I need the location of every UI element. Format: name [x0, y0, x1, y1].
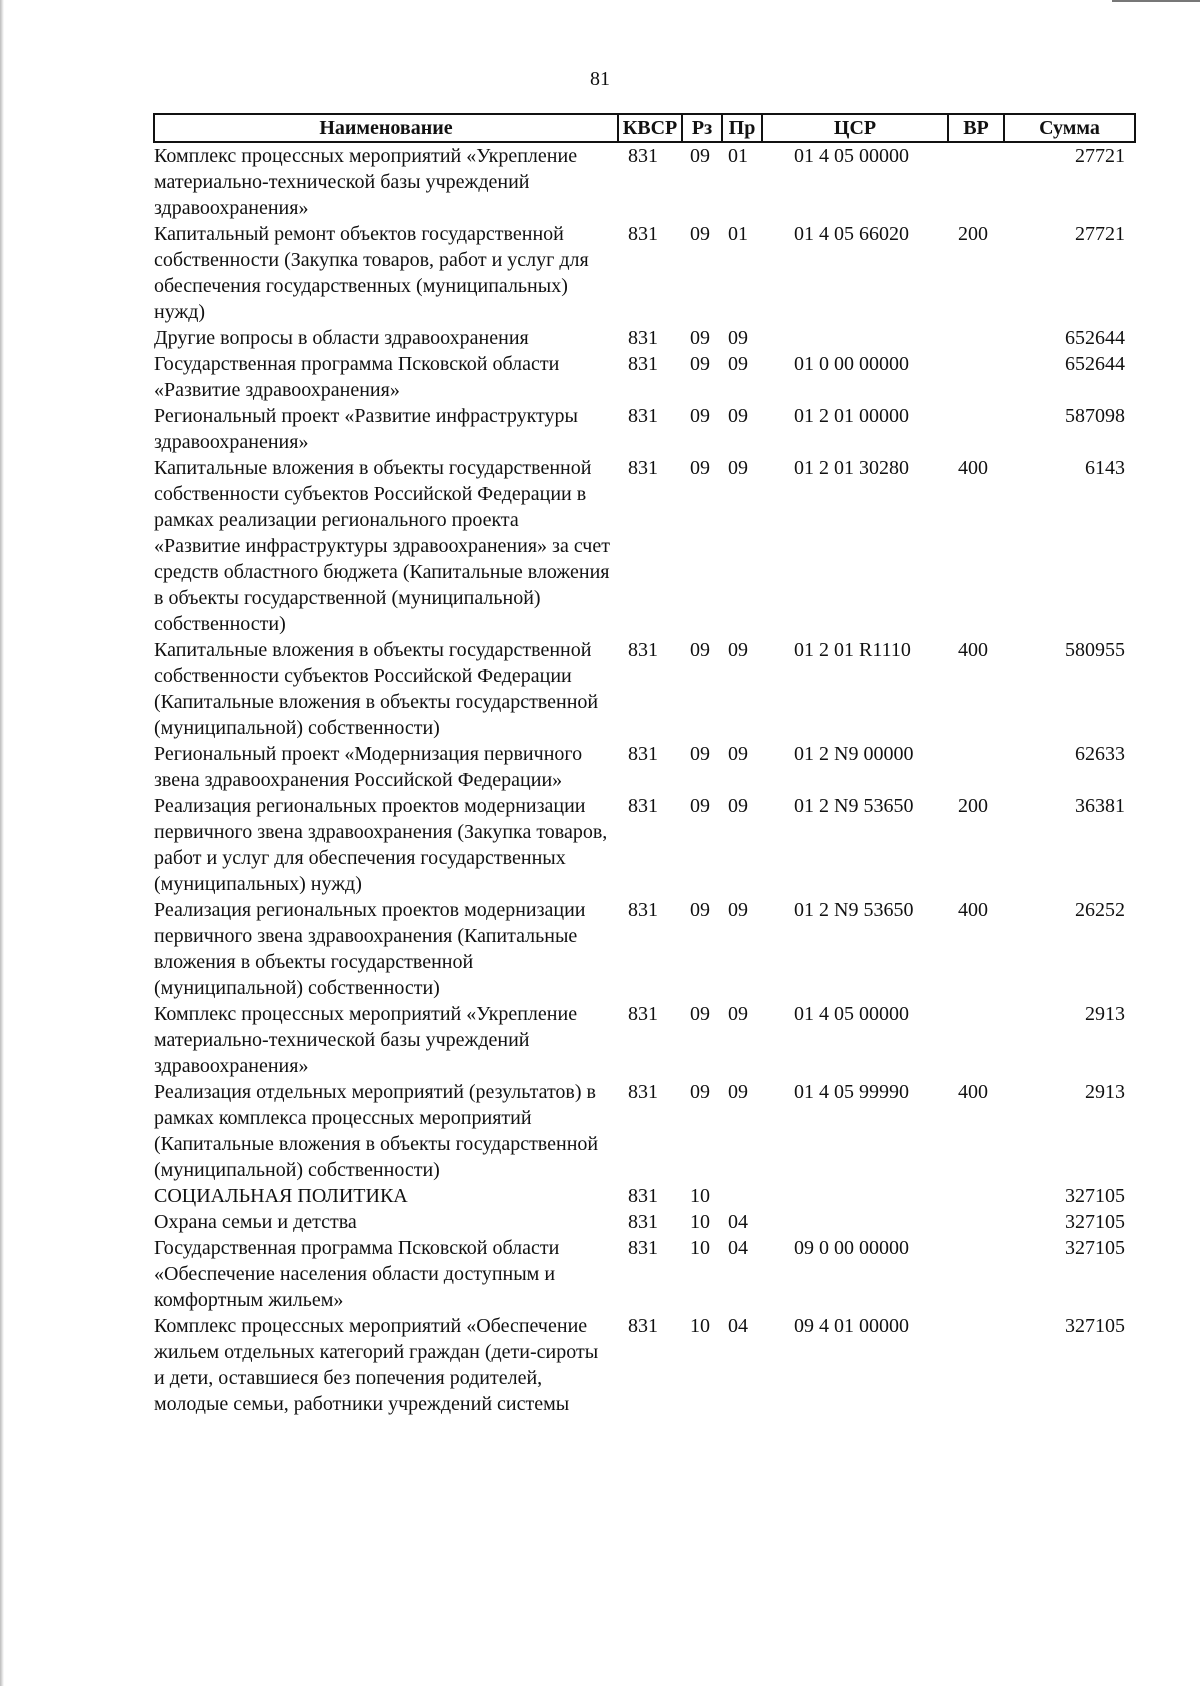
cell-vr	[948, 1183, 1004, 1209]
cell-name: Охрана семьи и детства	[154, 1211, 357, 1233]
cell-kvsr: 831	[628, 327, 658, 349]
cell-name: Реализация региональных проектов модернизации первичного звена здравоохранения (Закупка товаров, работ и услуг для обеспечения государственных (муниципальных) нужд)	[154, 795, 608, 895]
header-pr: Пр	[722, 114, 762, 142]
cell-pr: 01	[728, 145, 748, 167]
cell-vr	[948, 351, 1004, 403]
cell-sum: 26252	[1075, 899, 1125, 921]
cell-pr: 09	[728, 405, 748, 427]
cell-kvsr: 831	[628, 743, 658, 765]
header-row	[154, 114, 1135, 142]
budget-table	[153, 113, 1136, 1417]
cell-name: Капитальный ремонт объектов государственной собственности (Закупка товаров, работ и услуг для обеспечения государственных (муниципальных) нужд)	[154, 223, 589, 323]
cell-csr: 01 2 N9 00000	[794, 743, 914, 765]
cell-vr	[948, 403, 1004, 455]
header-csr: ЦСР	[762, 114, 948, 142]
cell-pr: 04	[728, 1237, 748, 1259]
table-row	[154, 142, 1135, 221]
table-row	[154, 1079, 1135, 1183]
cell-sum: 27721	[1075, 223, 1125, 245]
table-row	[154, 1001, 1135, 1079]
table-row	[154, 1183, 1135, 1209]
cell-vr: 200	[958, 795, 988, 817]
cell-vr	[948, 1313, 1004, 1417]
cell-vr	[948, 325, 1004, 351]
cell-rz: 09	[690, 405, 710, 427]
cell-rz: 09	[690, 1081, 710, 1103]
table-row	[154, 741, 1135, 793]
table-row	[154, 403, 1135, 455]
header-kvsr: КВСР	[618, 114, 682, 142]
cell-pr: 09	[728, 639, 748, 661]
cell-sum: 36381	[1075, 795, 1125, 817]
cell-name: Другие вопросы в области здравоохранения	[154, 327, 529, 349]
header-rz: Рз	[682, 114, 722, 142]
cell-csr: 09 4 01 00000	[794, 1315, 909, 1337]
cell-csr	[762, 1183, 948, 1209]
table-row	[154, 1235, 1135, 1313]
cell-pr	[722, 1183, 762, 1209]
cell-rz: 09	[690, 353, 710, 375]
cell-name: Реализация отдельных мероприятий (результатов) в рамках комплекса процессных мероприятий (Капитальные вложения в объекты государственной (муниципальной) собственности)	[154, 1081, 599, 1181]
cell-sum: 327105	[1065, 1211, 1125, 1233]
cell-csr: 01 2 N9 53650	[794, 795, 914, 817]
cell-rz: 09	[690, 1003, 710, 1025]
cell-sum: 2913	[1085, 1081, 1125, 1103]
cell-vr	[948, 741, 1004, 793]
cell-rz: 10	[690, 1211, 710, 1233]
cell-pr: 09	[728, 899, 748, 921]
cell-pr: 09	[728, 743, 748, 765]
table-row	[154, 455, 1135, 637]
cell-kvsr: 831	[628, 1315, 658, 1337]
cell-vr	[948, 1001, 1004, 1079]
cell-vr: 400	[958, 899, 988, 921]
cell-name: Государственная программа Псковской области «Обеспечение населения области доступным и комфортным жильем»	[154, 1237, 560, 1311]
cell-kvsr: 831	[628, 457, 658, 479]
cell-sum: 327105	[1065, 1315, 1125, 1337]
cell-kvsr: 831	[628, 899, 658, 921]
cell-vr: 400	[958, 1081, 988, 1103]
header-name: Наименование	[154, 114, 618, 142]
cell-sum: 580955	[1065, 639, 1125, 661]
cell-vr	[948, 1235, 1004, 1313]
table-row	[154, 325, 1135, 351]
cell-rz: 09	[690, 327, 710, 349]
cell-name: Комплекс процессных мероприятий «Обеспечение жильем отдельных категорий граждан (дети-сироты и дети, оставшиеся без попечения родителей, молодые семьи, работники учреждений системы	[154, 1315, 599, 1415]
cell-name: Комплекс процессных мероприятий «Укрепление материально-технической базы учреждений здравоохранения»	[154, 1003, 578, 1077]
cell-rz: 09	[690, 795, 710, 817]
cell-csr: 01 2 01 00000	[794, 405, 909, 427]
cell-csr	[762, 1209, 948, 1235]
cell-name: СОЦИАЛЬНАЯ ПОЛИТИКА	[154, 1185, 408, 1207]
cell-sum: 652644	[1065, 327, 1125, 349]
cell-pr: 04	[728, 1315, 748, 1337]
cell-csr: 01 0 00 00000	[794, 353, 909, 375]
cell-sum: 652644	[1065, 353, 1125, 375]
cell-rz: 09	[690, 639, 710, 661]
table-row	[154, 897, 1135, 1001]
cell-vr: 400	[958, 639, 988, 661]
cell-sum: 27721	[1075, 145, 1125, 167]
cell-kvsr: 831	[628, 1185, 658, 1207]
cell-sum: 2913	[1085, 1003, 1125, 1025]
table-row	[154, 221, 1135, 325]
cell-rz: 10	[690, 1185, 710, 1207]
cell-kvsr: 831	[628, 1003, 658, 1025]
cell-rz: 10	[690, 1315, 710, 1337]
cell-rz: 09	[690, 899, 710, 921]
header-sum: Сумма	[1004, 114, 1135, 142]
table-row	[154, 793, 1135, 897]
cell-sum: 62633	[1075, 743, 1125, 765]
table-body	[154, 142, 1135, 1417]
cell-sum: 587098	[1065, 405, 1125, 427]
cell-kvsr: 831	[628, 353, 658, 375]
cell-kvsr: 831	[628, 1237, 658, 1259]
cell-kvsr: 831	[628, 405, 658, 427]
table-row	[154, 351, 1135, 403]
cell-name: Капитальные вложения в объекты государственной собственности субъектов Российской Федерации (Капитальные вложения в объекты государственной (муниципальной) собственности)	[154, 639, 599, 739]
cell-csr: 01 2 01 R1110	[794, 639, 911, 661]
cell-kvsr: 831	[628, 145, 658, 167]
cell-csr: 01 4 05 99990	[794, 1081, 909, 1103]
cell-name: Реализация региональных проектов модернизации первичного звена здравоохранения (Капитальные вложения в объекты государственной (муниципальной) собственности)	[154, 899, 586, 999]
cell-vr	[948, 142, 1004, 221]
scan-left-edge	[0, 0, 4, 1686]
cell-csr: 01 4 05 66020	[794, 223, 909, 245]
cell-csr	[762, 325, 948, 351]
cell-pr: 09	[728, 457, 748, 479]
cell-name: Государственная программа Псковской области «Развитие здравоохранения»	[154, 353, 560, 401]
cell-pr: 01	[728, 223, 748, 245]
table-header	[154, 114, 1135, 142]
page-number: 81	[590, 68, 610, 90]
cell-kvsr: 831	[628, 1081, 658, 1103]
cell-pr: 04	[728, 1211, 748, 1233]
cell-pr: 09	[728, 1081, 748, 1103]
cell-sum: 327105	[1065, 1237, 1125, 1259]
header-vr: ВР	[948, 114, 1004, 142]
cell-name: Капитальные вложения в объекты государственной собственности субъектов Российской Федерации в рамках реализации регионального проекта «Развитие инфраструктуры здравоохранения» за счет средств областного бюджета (Капитальные вложения в объекты государственной (муниципальной) собственности)	[154, 457, 610, 635]
cell-sum: 6143	[1085, 457, 1125, 479]
table-row	[154, 1313, 1135, 1417]
cell-kvsr: 831	[628, 639, 658, 661]
table-row	[154, 1209, 1135, 1235]
cell-rz: 09	[690, 145, 710, 167]
cell-csr: 01 4 05 00000	[794, 1003, 909, 1025]
cell-csr: 01 4 05 00000	[794, 145, 909, 167]
cell-kvsr: 831	[628, 1211, 658, 1233]
cell-csr: 09 0 00 00000	[794, 1237, 909, 1259]
cell-pr: 09	[728, 1003, 748, 1025]
cell-name: Комплекс процессных мероприятий «Укрепление материально-технической базы учреждений здравоохранения»	[154, 145, 578, 219]
cell-csr: 01 2 N9 53650	[794, 899, 914, 921]
cell-vr: 400	[958, 457, 988, 479]
cell-pr: 09	[728, 353, 748, 375]
cell-pr: 09	[728, 795, 748, 817]
cell-pr: 09	[728, 327, 748, 349]
cell-name: Региональный проект «Модернизация первичного звена здравоохранения Российской Федерации»	[154, 743, 583, 791]
cell-sum: 327105	[1065, 1185, 1125, 1207]
cell-name: Региональный проект «Развитие инфраструктуры здравоохранения»	[154, 405, 578, 453]
cell-kvsr: 831	[628, 223, 658, 245]
cell-rz: 10	[690, 1237, 710, 1259]
table-row	[154, 637, 1135, 741]
cell-rz: 09	[690, 223, 710, 245]
cell-csr: 01 2 01 30280	[794, 457, 909, 479]
cell-kvsr: 831	[628, 795, 658, 817]
scan-top-right-line	[1112, 0, 1200, 2]
cell-vr: 200	[958, 223, 988, 245]
cell-vr	[948, 1209, 1004, 1235]
cell-rz: 09	[690, 743, 710, 765]
cell-rz: 09	[690, 457, 710, 479]
